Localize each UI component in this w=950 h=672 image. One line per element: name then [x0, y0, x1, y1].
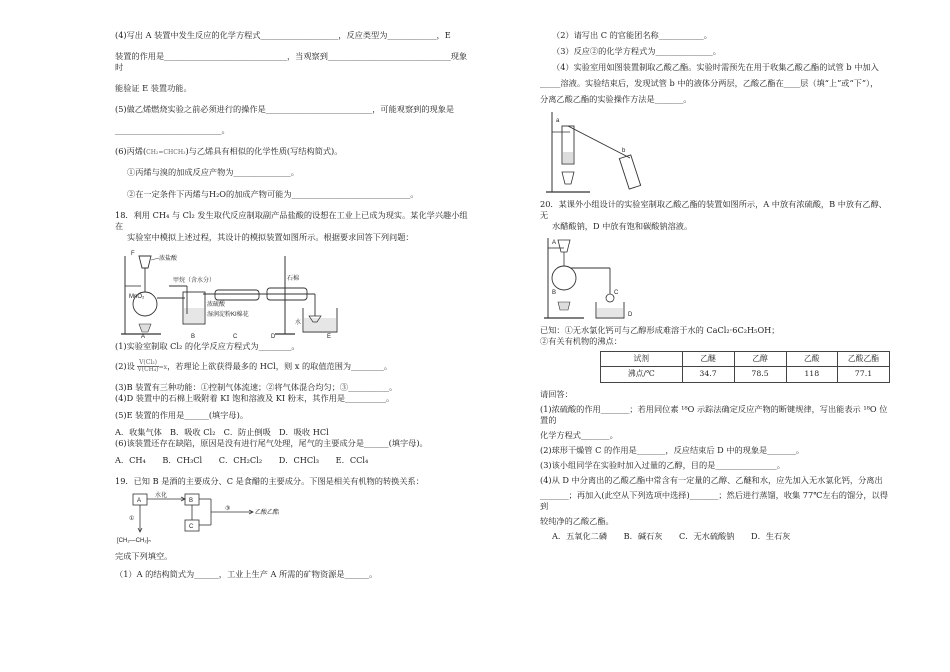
table-cell: 沸点/℃ — [601, 367, 683, 383]
q20-intro-line2: 水醋酸钠，D 中放有饱和碳酸钠溶液。 — [552, 221, 693, 232]
q17-part6-sub2: ②在一定条件下丙烯与H₂O的加成产物可能为_____________________________。 — [127, 188, 419, 199]
option-b: B．碱石灰 — [623, 531, 663, 542]
fraction-numerator: V(Cl₂) — [139, 358, 157, 366]
q20-part1-line1: (1)浓硫酸的作用_______；若用同位素 ¹⁸O 示踪法确定反应产物的断键规律，写出能表示 ¹⁸O 位置的 — [540, 403, 888, 425]
option-c: C．无水硫酸钠 — [679, 531, 735, 542]
propene-formula: CH₂=CHCH₃ — [146, 149, 186, 157]
table-header: 乙醚 — [682, 351, 734, 367]
label-sulfuric: 浓硫酸 — [207, 301, 226, 308]
q19-ester-apparatus-diagram — [540, 108, 660, 196]
q20-apparatus-figure — [540, 236, 890, 322]
label-F: F — [131, 250, 135, 257]
q18-part1: (1)实验室制取 Cl₂ 的化学反应方程式为________。 — [115, 340, 300, 351]
q18-part3: (3)B 装置有三种功能：①控制气体流速；②将气体混合均匀；③__________。 — [115, 382, 398, 393]
q19-fill-instruction: 完成下列填空。 — [115, 551, 173, 562]
option-a: A．五氧化二磷 — [552, 531, 608, 542]
q20-part4-line2: _______；再加入(此空从下列选项中选择)_______；然后进行蒸馏，收集 77℃左右的馏分，以得到 — [540, 490, 888, 512]
q17-part5-line1: (5)做乙烯燃烧实验之前必须进行的操作是__________________________，可能观察到的现象是 — [115, 104, 455, 115]
q19-part3: （3）反应②的化学方程式为______________。 — [552, 46, 721, 57]
q17-part4-line3: 能验证 E 装置功能。 — [115, 83, 192, 94]
q17-part6-suffix: )与乙烯具有相似的化学性质(写结构简式)。 — [185, 146, 343, 157]
fraction-x: =x — [158, 363, 168, 371]
q18-apparatus-diagram — [115, 246, 345, 338]
q20-answer-prompt: 请回答： — [540, 388, 573, 399]
left-column — [115, 30, 475, 580]
fraction-denominator: V(CH₄) — [137, 366, 159, 374]
label-mno2: MnO₂ — [129, 293, 145, 300]
option-d: D．CHCl₃ — [278, 455, 320, 466]
table-cell: 78.5 — [734, 367, 786, 383]
q17-part4-line2: 装置的作用是______________________________，当观察到______________________________现象时 — [115, 51, 468, 73]
q17-part6-prefix: (6)丙烯( — [115, 146, 147, 157]
q20-apparatus-diagram — [540, 236, 660, 322]
q18-part2 — [115, 360, 475, 374]
label-C: C — [233, 333, 238, 338]
option-e: E．CCl₄ — [335, 455, 369, 466]
right-column — [540, 30, 890, 542]
table-header: 乙醇 — [734, 351, 786, 367]
box-B: B — [189, 498, 194, 505]
q18-intro-line2: 实验室中模拟上述过程，其设计的模拟装置如图所示。根据要求回答下列问题： — [127, 231, 414, 242]
label-B: B — [191, 333, 196, 338]
q20-part1-line2: 化学方程式_______。 — [540, 429, 618, 440]
table-header: 试剂 — [601, 351, 683, 367]
option-a: A．CH₄ — [115, 455, 146, 466]
q19-part4-line3: 分离乙酸乙酯的实验操作方法是_______。 — [540, 94, 692, 105]
q18-part6-options — [115, 455, 475, 466]
q18-part2-suffix: ，若理论上欲获得最多的 HCl，则 x 的取值范围为________。 — [167, 360, 393, 371]
label-methane: 甲烷（含水分） — [173, 277, 216, 284]
label-ki-cotton: 湿润淀粉KI棉花 — [207, 311, 249, 318]
q19-part4-line2: _____溶液。实验结束后，发现试管 b 中的液体分两层，乙酸乙酯在____层（填“上”或“下”）， — [540, 78, 879, 89]
q19-conversion-diagram — [115, 490, 335, 548]
label-water: 水 — [295, 319, 302, 326]
q20-part4-line1: (4)从 D 中分离出的乙酸乙酯中常含有一定量的乙醇、乙醚和水，应先加入无水氯化钙，分离出 — [540, 475, 883, 486]
q19-part1: （1）A 的结构简式为______，工业上生产 A 所需的矿物资源是______。 — [115, 568, 378, 579]
label-b: b — [622, 148, 626, 155]
table-cell: 77.1 — [837, 367, 889, 383]
q18-intro-line1: 18．利用 CH₄ 与 Cl₂ 发生取代反应制取副产品盐酸的设想在工业上已成为现实。某化学兴趣小组在 — [115, 209, 468, 231]
label-conc-hcl: 浓盐酸 — [159, 255, 178, 262]
label-E: E — [327, 333, 332, 338]
q18-part6: (6)该装置还存在缺陷，原因是没有进行尾气处理，尾气的主要成分是______(填字母)。 — [115, 438, 428, 449]
q18-part5-options: A．收集气体 B．吸收 Cl₂ C．防止倒吸 D．吸收 HCl — [115, 427, 329, 438]
option-c: C．CH₂Cl₂ — [218, 455, 263, 466]
q17-part5-line2: __________________________。 — [115, 125, 230, 136]
label-asbestos: 石棉 — [287, 275, 300, 282]
label-ethyl-acetate: 乙酸乙酯 — [255, 510, 280, 517]
q20-part3: (3)该小组同学在实验时加入过量的乙醇，目的是_______________。 — [540, 459, 785, 470]
table-cell: 34.7 — [682, 367, 734, 383]
q19-part4-line1: （4）实验室用如图装置制取乙酸乙酯。实验时需预先在用于收集乙酸乙酯的试管 b 中加入 — [552, 62, 879, 73]
table-header: 乙酸 — [786, 351, 837, 367]
table-row — [601, 367, 890, 383]
q19-part2: （2）请写出 C 的官能团名称___________。 — [552, 30, 712, 40]
option-d: D．生石灰 — [751, 531, 791, 542]
label-D-beaker: D — [628, 311, 633, 318]
q20-known1: 已知：①无水氯化钙可与乙醇形成难溶于水的 CaCl₂·6C₂H₅OH； — [540, 324, 780, 335]
option-b: B．CH₃Cl — [162, 455, 203, 466]
label-step3: ③ — [225, 506, 231, 513]
table-header: 乙酸乙酯 — [837, 351, 889, 367]
label-D: D — [271, 333, 276, 338]
q20-options — [540, 531, 890, 542]
table-cell: 118 — [786, 367, 837, 383]
q19-conversion-figure — [115, 490, 475, 548]
boiling-point-table — [600, 351, 890, 383]
label-a: a — [556, 118, 560, 125]
box-A: A — [137, 498, 142, 505]
label-C-tube: C — [614, 289, 619, 296]
q18-apparatus-figure — [115, 246, 475, 338]
label-B-flask: B — [552, 289, 557, 296]
label-step1: ① — [129, 516, 135, 523]
q18-part4: (4)D 装置中的石棉上吸附着 KI 饱和溶液及 KI 粉末，其作用是__________。 — [115, 393, 395, 404]
table-header-row — [601, 351, 890, 367]
q19-ester-apparatus-figure — [540, 108, 890, 196]
q20-known2: ②有关有机物的沸点： — [540, 335, 622, 346]
label-polyethylene: [CH₂—CH₂]ₙ — [117, 538, 151, 545]
label-A-funnel: A — [552, 239, 557, 246]
q17-part4-line1: (4)写出 A 装置中发生反应的化学方程式___________________，反应类型为____________，E — [115, 30, 451, 40]
q20-intro-line1: 20．某课外小组设计的实验室制取乙酸乙酯的装置如图所示，A 中放有浓硫酸，B 中放有乙醇、无 — [540, 199, 887, 221]
q20-part4-line3: 较纯净的乙酸乙酯。 — [540, 516, 614, 527]
q17-part6 — [115, 146, 475, 157]
label-hydration: 水化 — [155, 493, 168, 500]
box-C: C — [189, 524, 194, 531]
q20-part2: (2)球形干燥管 C 的作用是_______，反应结束后 D 中的现象是_______。 — [540, 444, 805, 455]
q18-part5: (5)E 装置的作用是______(填字母)。 — [115, 410, 249, 421]
q19-intro: 19．已知 B 是酒的主要成分、C 是食醋的主要成分。下图是相关有机物的转换关系： — [115, 476, 424, 487]
q17-part6-sub1: ①丙烯与溴的加成反应产物为______________。 — [127, 167, 299, 178]
q18-part2-prefix: (2)设 — [115, 360, 135, 371]
label-A: A — [141, 333, 146, 338]
